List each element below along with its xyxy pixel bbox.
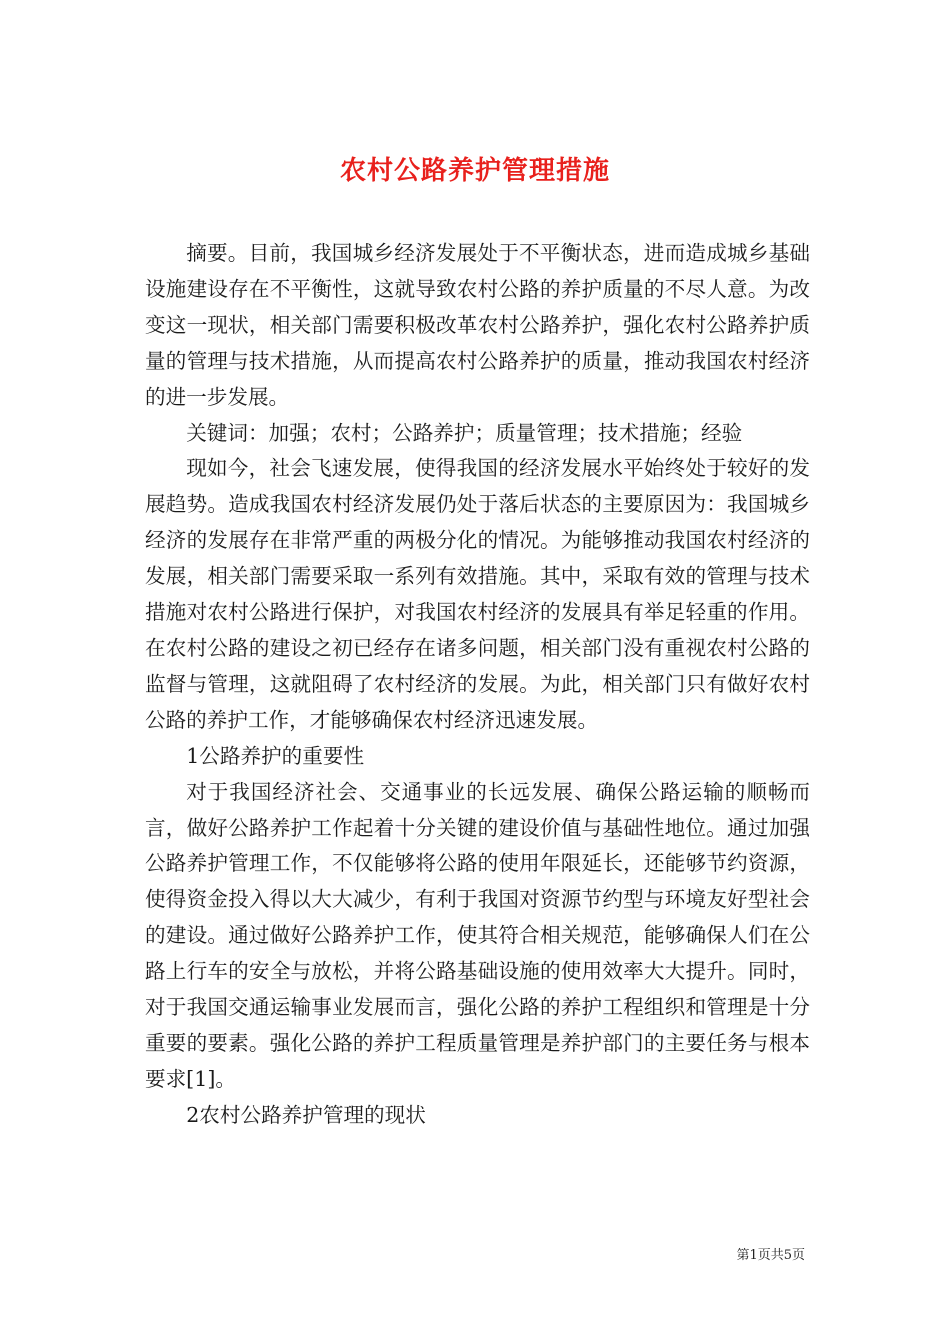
document-body [145,236,810,1134]
document-title: 农村公路养护管理措施 [339,156,610,187]
keywords-paragraph: 关键词：加强；农村；公路养护；质量管理；技术措施；经验 [186,420,743,445]
page-number-footer: 第1页共5页 [736,1248,805,1263]
intro-paragraph: 现如今，社会飞速发展，使得我国的经济发展水平始终处于较好的发展趋势。造成我国农村经济发展仍处于落后状态的主要原因为：我国城乡经济的发展存在非常严重的两极分化的情况。为能够推动我国农村经济的发展，相关部门需要采取一系列有效措施。其中，采取有效的管理与技术措施对农村公路进行保护，对我国农村经济的发展具有举足轻重的作用。在农村公路的建设之初已经存在诸多问题，相关部门没有重视农村公路的监督与管理，这就阻碍了农村经济的发展。为此，相关部门只有做好农村公路的养护工作，才能够确保农村经济迅速发展。 [145,456,810,732]
section-1-heading: 1公路养护的重要性 [186,743,365,768]
section-2-heading: 2农村公路养护管理的现状 [186,1102,426,1127]
abstract-paragraph: 摘要。目前，我国城乡经济发展处于不平衡状态，进而造成城乡基础设施建设存在不平衡性，这就导致农村公路的养护质量的不尽人意。为改变这一现状，相关部门需要积极改革农村公路养护，强化农村公路养护质量的管理与技术措施，从而提高农村公路养护的质量，推动我国农村经济的进一步发展。 [145,241,810,409]
section-1-paragraph: 对于我国经济社会、交通事业的长远发展、确保公路运输的顺畅而言，做好公路养护工作起着十分关键的建设价值与基础性地位。通过加强公路养护管理工作，不仅能够将公路的使用年限延长，还能够节约资源，使得资金投入得以大大减少，有利于我国对资源节约型与环境友好型社会的建设。通过做好公路养护工作，使其符合相关规范，能够确保人们在公路上行车的安全与放松，并将公路基础设施的使用效率大大提升。同时，对于我国交通运输事业发展而言，强化公路的养护工程组织和管理是十分重要的要素。强化公路的养护工程质量管理是养护部门的主要任务与根本要求[1]。 [145,779,810,1091]
